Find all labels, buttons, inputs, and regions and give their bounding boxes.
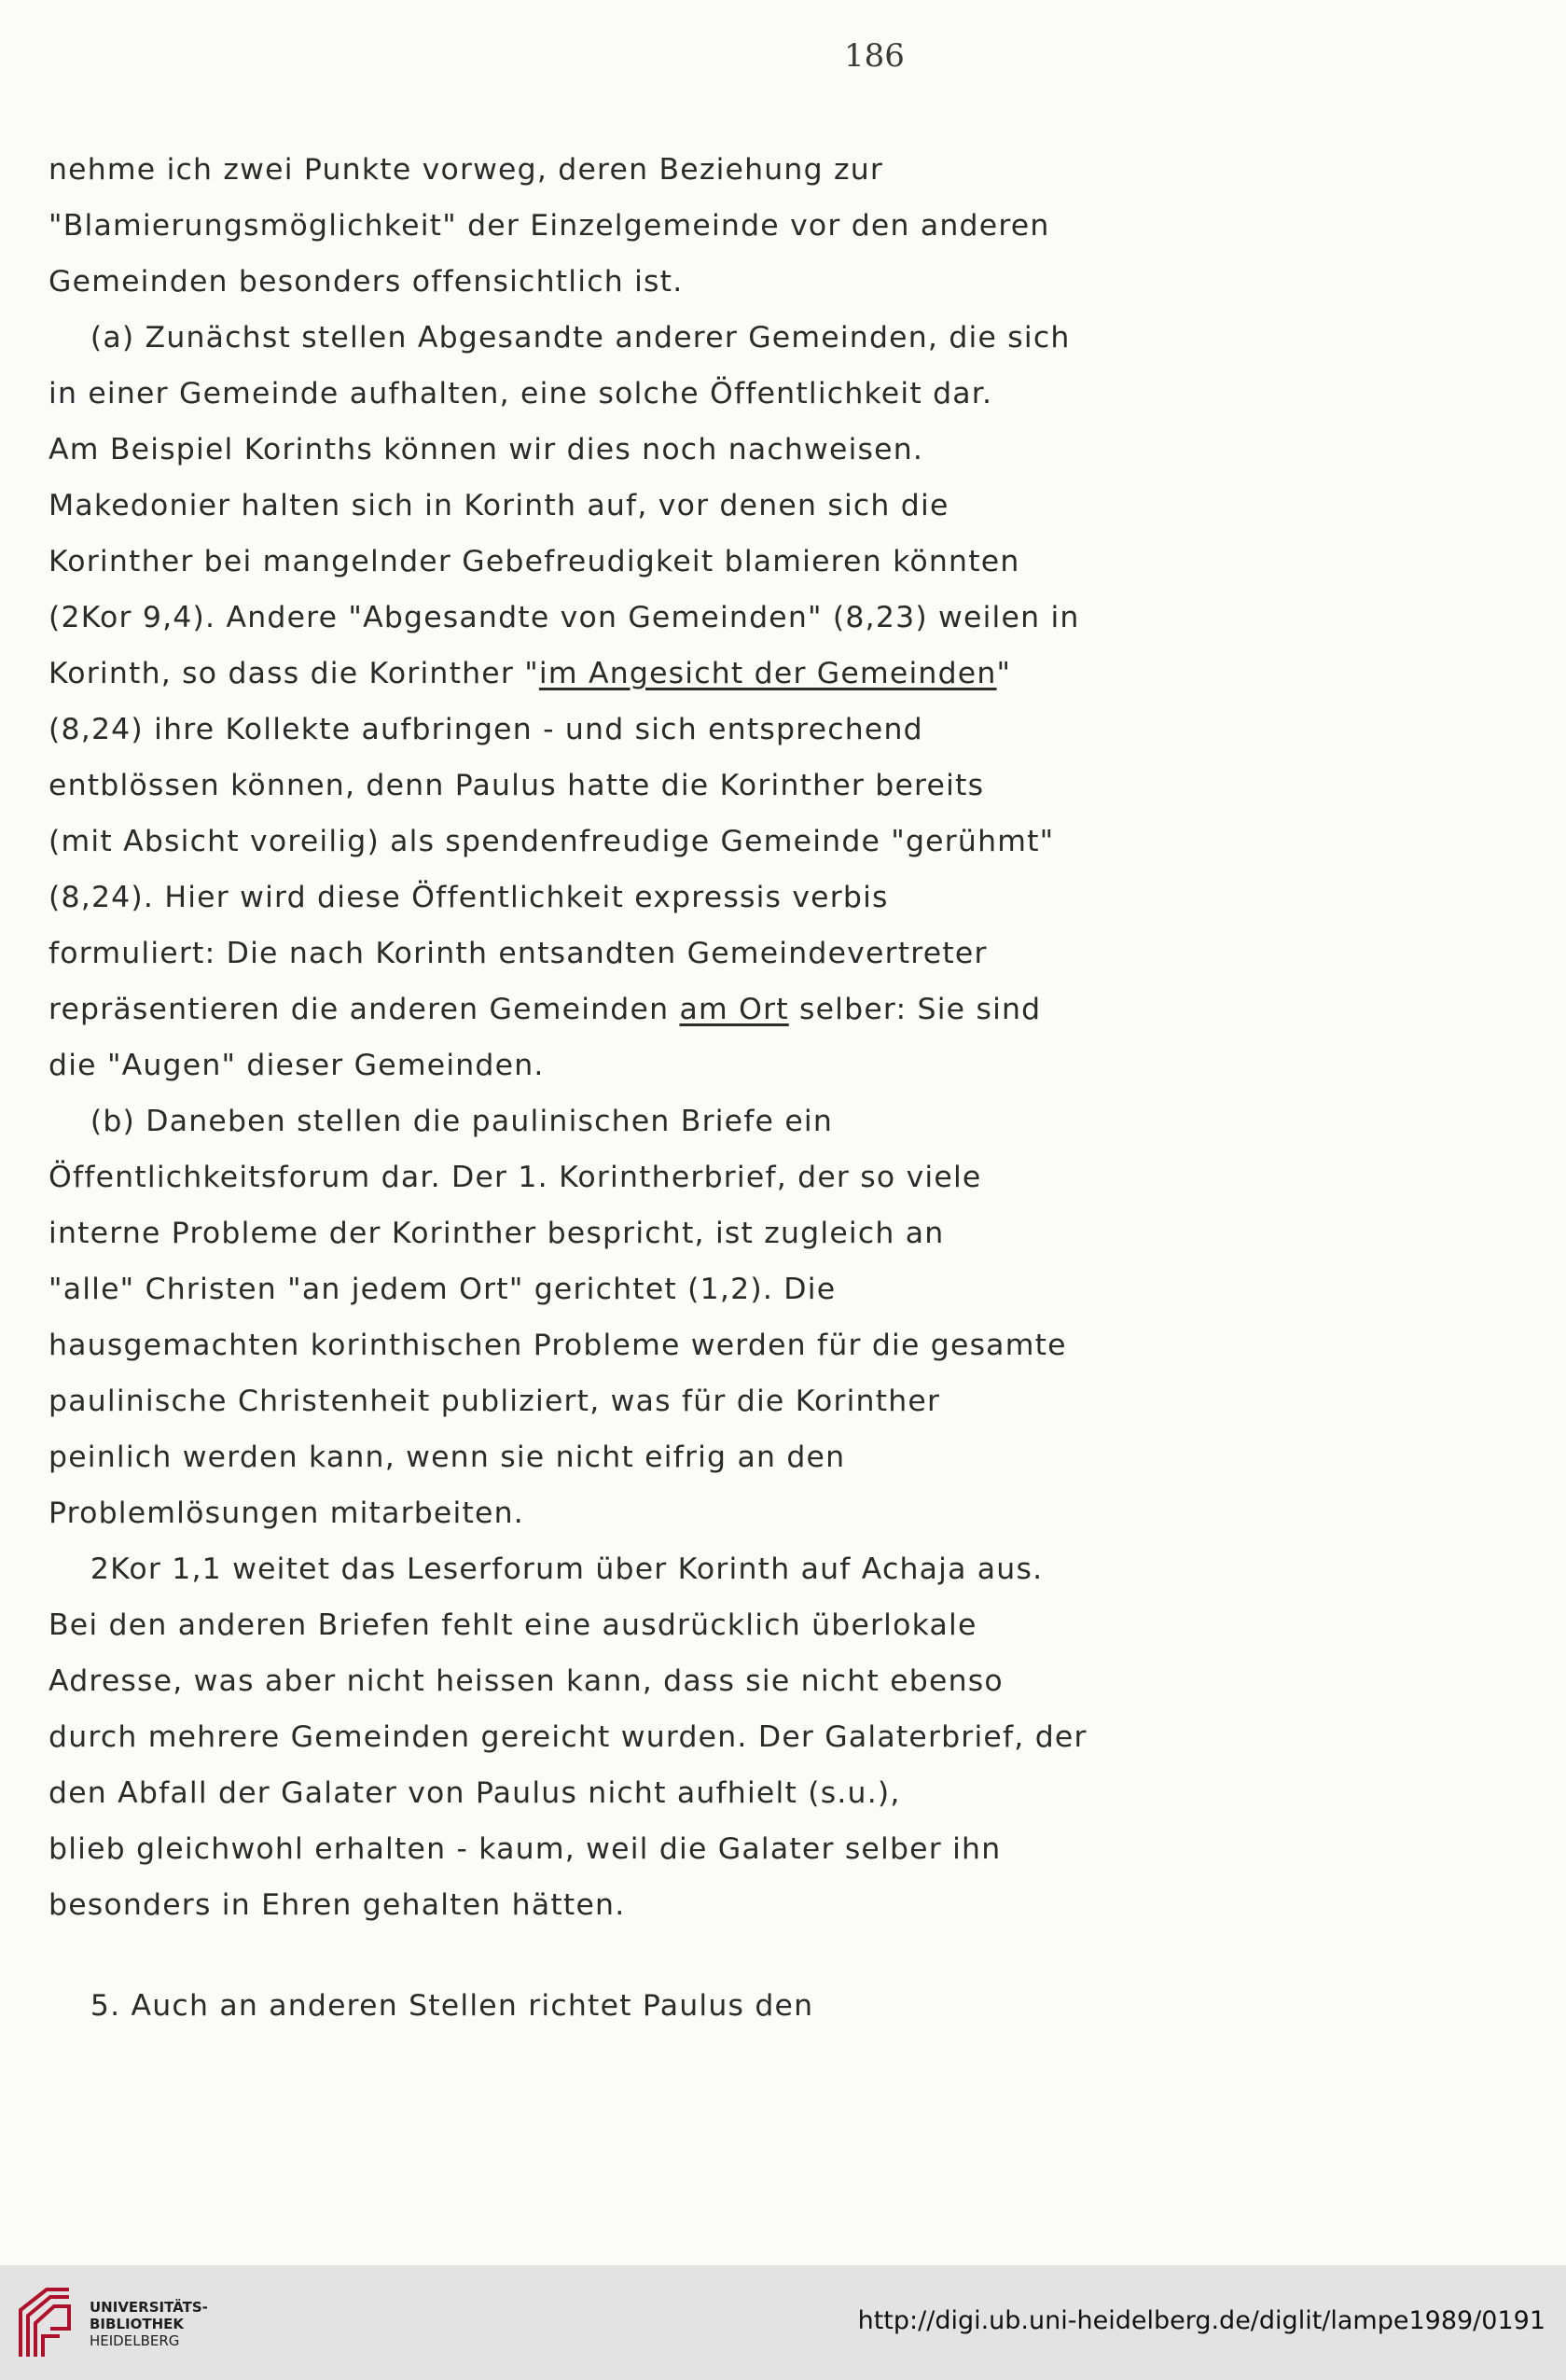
line-text: (8,24) ihre Kollekte aufbringen - und sich entsprechend — [49, 713, 923, 746]
library-name-line3: HEIDELBERG — [90, 2332, 180, 2349]
line-text: (8,24). Hier wird diese Öffentlichkeit expressis verbis — [49, 881, 889, 914]
library-name-line1: UNIVERSITÄTS- — [90, 2299, 208, 2316]
line-text: Gemeinden besonders offensichtlich ist. — [49, 265, 684, 299]
text-line — [49, 1485, 1074, 1541]
line-text: besonders in Ehren gehalten hätten. — [49, 1888, 626, 1922]
text-line — [49, 1765, 1074, 1821]
text-line — [49, 198, 1074, 254]
text-line — [49, 1541, 1074, 1597]
line-text: den Abfall der Galater von Paulus nicht aufhielt (s.u.), — [49, 1776, 901, 1810]
line-text: nehme ich zwei Punkte vorweg, deren Beziehung zur — [49, 153, 884, 187]
text-line — [49, 1037, 1074, 1093]
text-line — [49, 1093, 1074, 1149]
text-line — [49, 702, 1074, 758]
text-line — [49, 814, 1074, 870]
line-text: "Blamierungsmöglichkeit" der Einzelgemeinde vor den anderen — [49, 209, 1050, 243]
line-text: die "Augen" dieser Gemeinden. — [49, 1049, 545, 1082]
line-text: Korinther bei mangelnder Gebefreudigkeit blamieren könnten — [49, 545, 1020, 578]
text-line — [49, 310, 1074, 366]
line-text: hausgemachten korinthischen Probleme werden für die gesamte — [49, 1329, 1067, 1362]
text-line — [49, 366, 1074, 422]
line-text: (a) Zunächst stellen Abgesandte anderer Gemeinden, die sich — [49, 321, 1071, 355]
text-line — [49, 646, 1074, 702]
text-line — [49, 1149, 1074, 1205]
line-text: 5. Auch an anderen Stellen richtet Paulus den — [49, 1989, 814, 2023]
text-line — [49, 758, 1074, 814]
underlined-text: im Angesicht der Gemeinden — [538, 657, 997, 690]
text-line — [49, 1261, 1074, 1317]
text-line — [49, 254, 1074, 310]
line-text: (mit Absicht voreilig) als spendenfreudige Gemeinde "gerühmt" — [49, 825, 1055, 858]
text-line — [49, 1877, 1074, 1933]
library-name — [90, 2299, 208, 2349]
text-line — [49, 1205, 1074, 1261]
text-line — [49, 142, 1074, 198]
line-text: entblössen können, denn Paulus hatte die Korinther bereits — [49, 769, 985, 802]
line-text: formuliert: Die nach Korinth entsandten Gemeindevertreter — [49, 937, 988, 970]
text-line — [49, 534, 1074, 590]
line-text: 2Kor 1,1 weitet das Leserforum über Korinth auf Achaja aus. — [49, 1552, 1044, 1586]
text-line — [49, 1317, 1074, 1373]
text-line — [49, 1821, 1074, 1877]
text-line — [49, 590, 1080, 646]
text-line — [49, 1373, 1074, 1429]
page-number: 186 — [844, 37, 905, 75]
line-text: Öffentlichkeitsforum dar. Der 1. Korintherbrief, der so viele — [49, 1161, 982, 1194]
line-text: "alle" Christen "an jedem Ort" gerichtet (1,2). Die — [49, 1273, 837, 1306]
text-line — [49, 1597, 1074, 1653]
text-line — [49, 478, 1074, 534]
text-line — [49, 870, 1074, 926]
line-text: " — [996, 657, 1012, 690]
text-line — [49, 926, 1074, 981]
source-url-link[interactable]: http://digi.ub.uni-heidelberg.de/diglit/lampe1989/0191 — [857, 2306, 1545, 2335]
line-text: (2Kor 9,4). Andere "Abgesandte von Gemeinden" (8,23) weilen in — [49, 601, 1080, 634]
body-text — [49, 142, 1088, 2034]
text-line — [49, 981, 1074, 1037]
line-text: in einer Gemeinde aufhalten, eine solche Öffentlichkeit dar. — [49, 377, 993, 411]
library-footer — [0, 2265, 1566, 2380]
text-line — [49, 1653, 1074, 1709]
line-text: Adresse, was aber nicht heissen kann, dass sie nicht ebenso — [49, 1664, 1004, 1698]
line-text: Makedonier halten sich in Korinth auf, vor denen sich die — [49, 489, 949, 522]
line-text: repräsentieren die anderen Gemeinden — [49, 993, 680, 1026]
line-text: Bei den anderen Briefen fehlt eine ausdrücklich überlokale — [49, 1608, 977, 1642]
text-line — [49, 1709, 1088, 1765]
line-text: peinlich werden kann, wenn sie nicht eifrig an den — [49, 1441, 846, 1474]
line-text: Problemlösungen mitarbeiten. — [49, 1496, 524, 1530]
text-line — [49, 1429, 1074, 1485]
library-logo-icon — [13, 2282, 78, 2362]
line-text: paulinische Christenheit publiziert, was für die Korinther — [49, 1385, 941, 1418]
paragraph-gap — [49, 1933, 1074, 1978]
underlined-text: am Ort — [679, 993, 789, 1026]
line-text: selber: Sie sind — [788, 993, 1042, 1026]
library-name-line2: BIBLIOTHEK — [90, 2316, 184, 2332]
text-line — [49, 1978, 1074, 2034]
text-line — [49, 422, 1074, 478]
line-text: Am Beispiel Korinths können wir dies noch nachweisen. — [49, 433, 924, 466]
line-text: blieb gleichwohl erhalten - kaum, weil die Galater selber ihn — [49, 1832, 1002, 1866]
line-text: durch mehrere Gemeinden gereicht wurden. Der Galaterbrief, der — [49, 1720, 1088, 1754]
line-text: (b) Daneben stellen die paulinischen Briefe ein — [49, 1105, 834, 1138]
line-text: Korinth, so dass die Korinther " — [49, 657, 539, 690]
line-text: interne Probleme der Korinther bespricht, ist zugleich an — [49, 1217, 945, 1250]
